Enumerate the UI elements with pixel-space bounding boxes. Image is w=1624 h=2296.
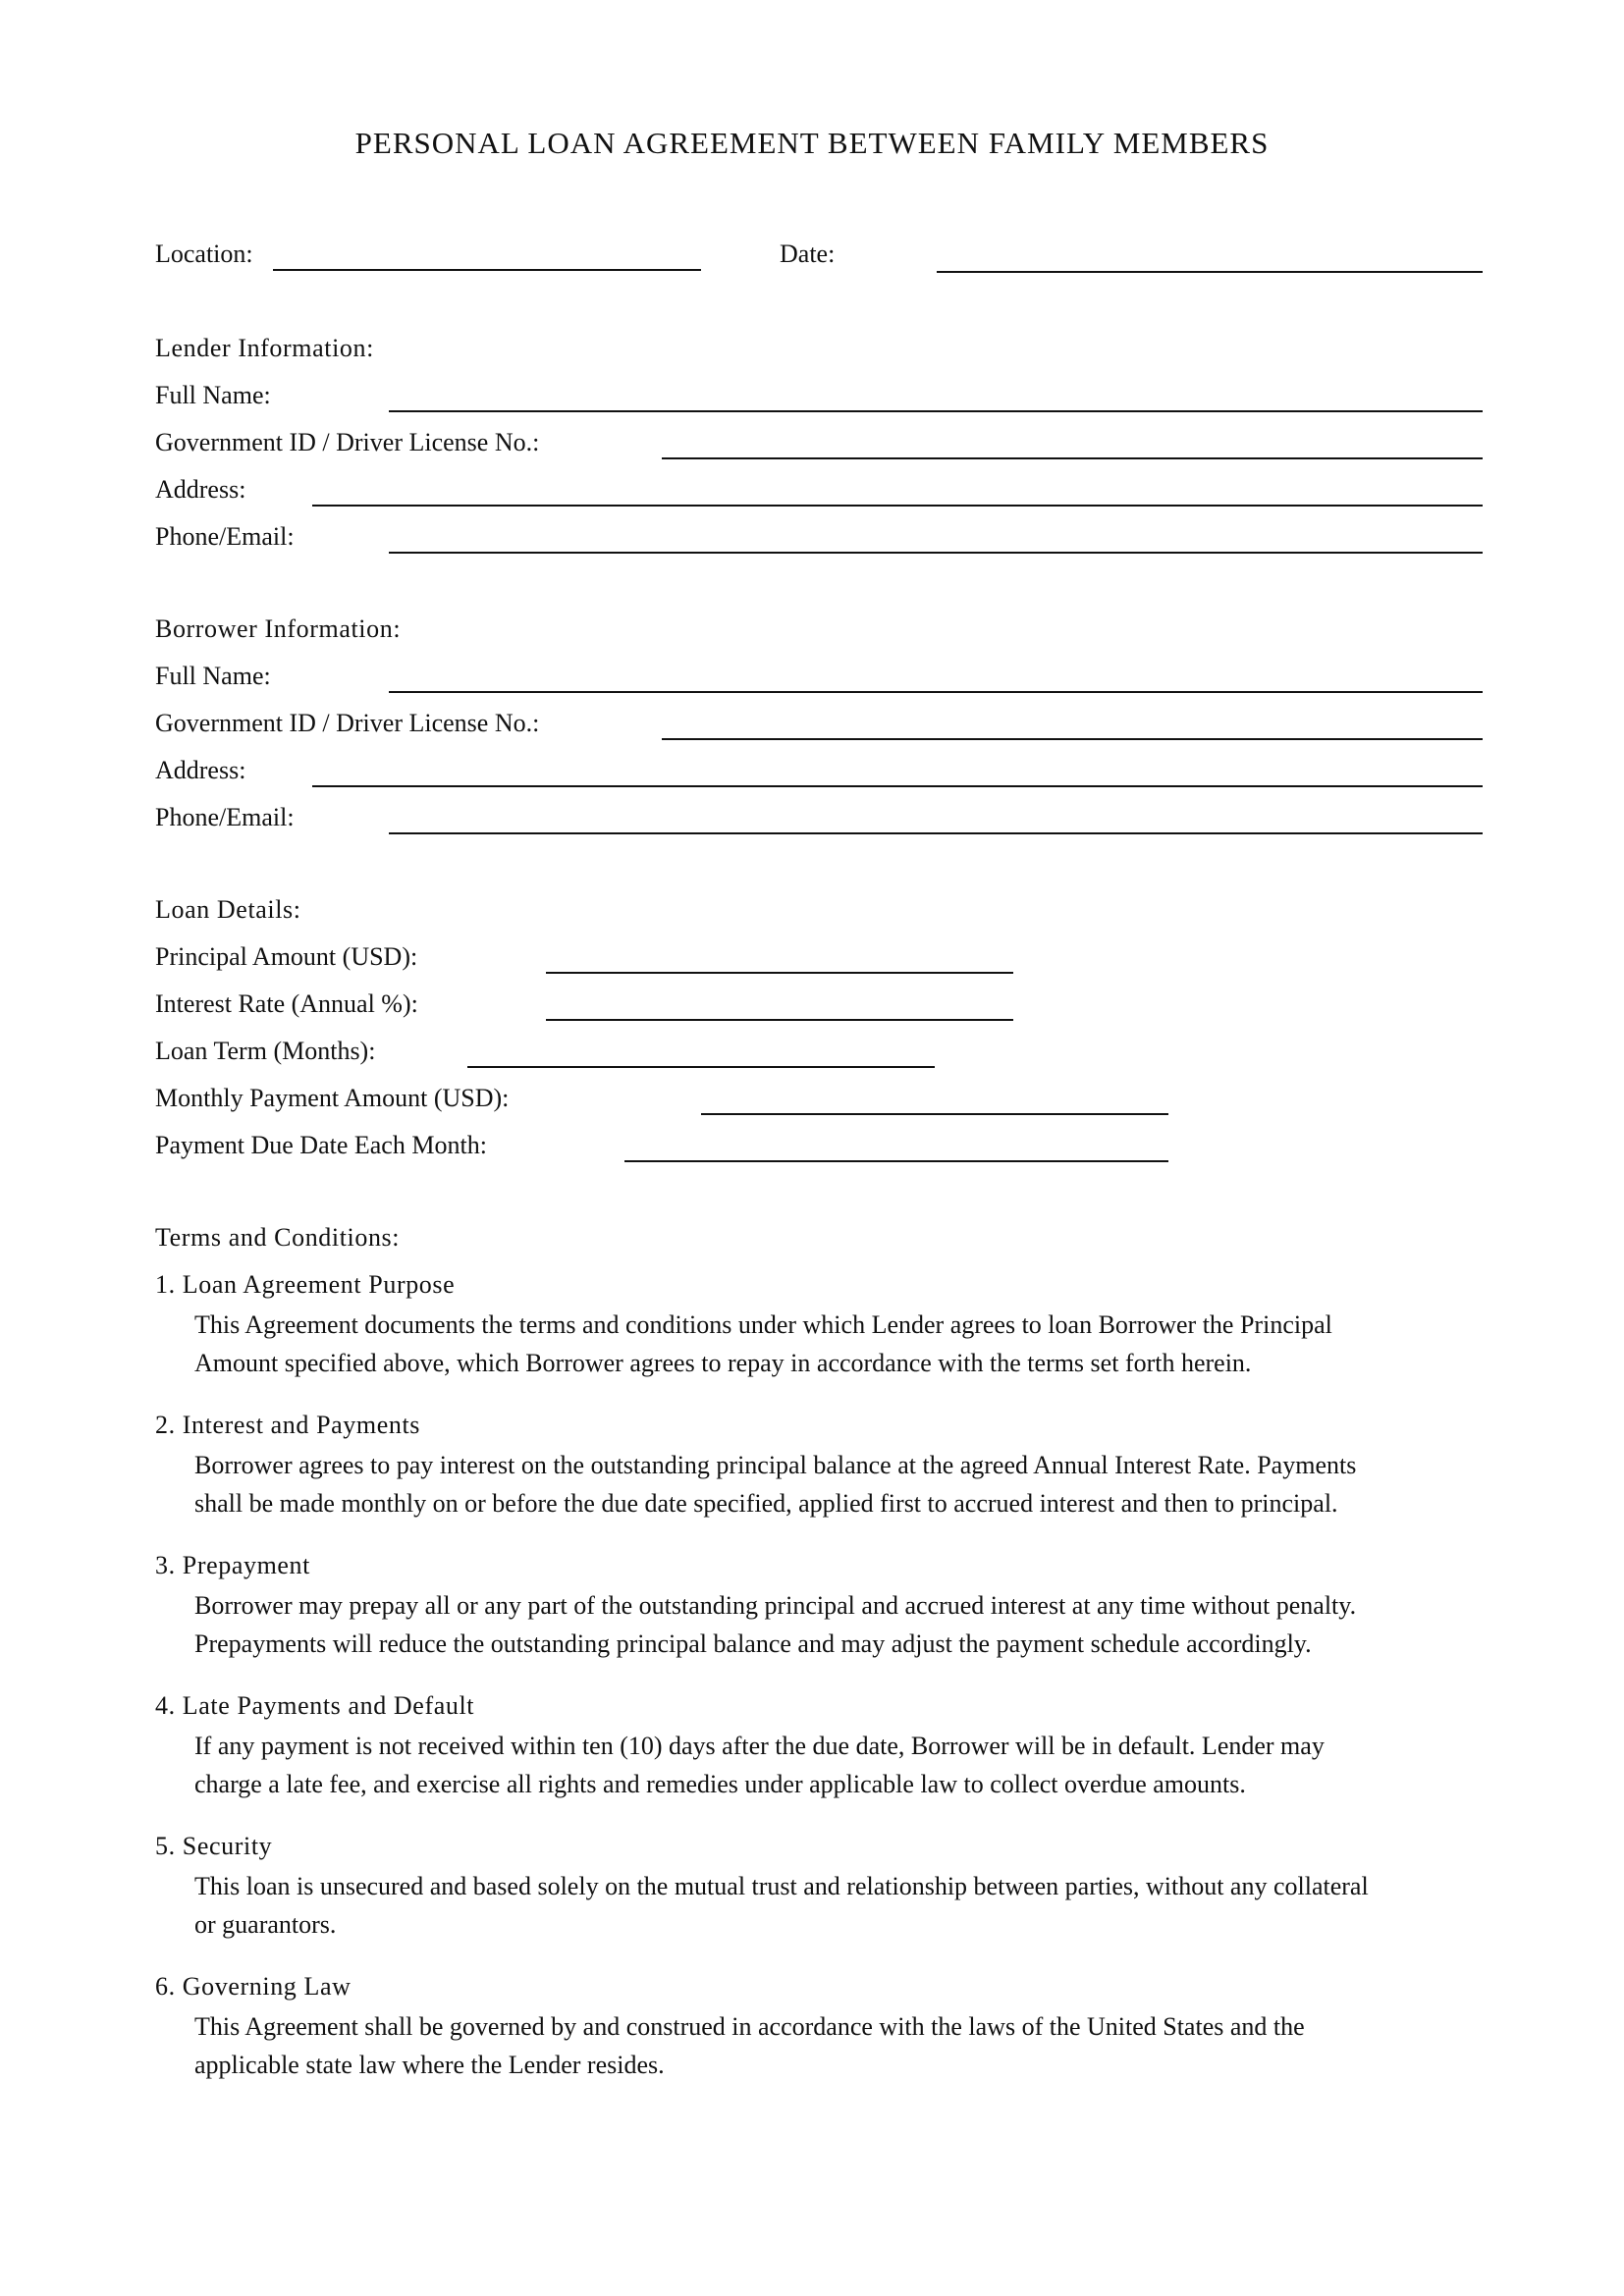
- clause-1-line-2: Amount specified above, which Borrower agrees to repay in accordance with the terms set forth herein.: [194, 1349, 1252, 1377]
- lender-phone-email-field[interactable]: [389, 552, 1483, 554]
- clause-6-title: 6. Governing Law: [155, 1972, 352, 2001]
- lender-full-name-field[interactable]: [389, 410, 1483, 412]
- clause-5-line-1: This loan is unsecured and based solely on the mutual trust and relationship between parties, without any collateral: [194, 1872, 1369, 1900]
- principal-amount-label: Principal Amount (USD):: [155, 942, 418, 971]
- clause-5-title: 5. Security: [155, 1832, 273, 1860]
- clause-1-body: [194, 1306, 1490, 1382]
- clause-6-line-1: This Agreement shall be governed by and construed in accordance with the laws of the United States and the: [194, 2012, 1305, 2041]
- monthly-payment-field[interactable]: [701, 1113, 1168, 1115]
- lender-full-name-label: Full Name:: [155, 381, 271, 409]
- clause-1-title: 1. Loan Agreement Purpose: [155, 1270, 456, 1299]
- document-title: PERSONAL LOAN AGREEMENT BETWEEN FAMILY MEMBERS: [354, 126, 1270, 160]
- borrower-address-field[interactable]: [312, 785, 1483, 787]
- interest-rate-label: Interest Rate (Annual %):: [155, 989, 418, 1018]
- clause-6-body: [194, 2007, 1490, 2084]
- lender-heading: Lender Information:: [155, 334, 374, 362]
- borrower-gov-id-field[interactable]: [662, 738, 1483, 740]
- clause-4-body: [194, 1727, 1490, 1803]
- clause-4-line-2: charge a late fee, and exercise all rights and remedies under applicable law to collect overdue amounts.: [194, 1770, 1246, 1798]
- clause-5-body: [194, 1867, 1490, 1944]
- loan-details-heading: Loan Details:: [155, 895, 301, 924]
- principal-amount-field[interactable]: [546, 972, 1013, 974]
- lender-phone-email-label: Phone/Email:: [155, 522, 295, 551]
- lender-address-field[interactable]: [312, 505, 1483, 507]
- lender-gov-id-field[interactable]: [662, 457, 1483, 459]
- monthly-payment-label: Monthly Payment Amount (USD):: [155, 1084, 510, 1112]
- location-label: Location:: [155, 240, 253, 268]
- clause-1-line-1: This Agreement documents the terms and conditions under which Lender agrees to loan Borrower the Principal: [194, 1310, 1332, 1339]
- terms-heading: Terms and Conditions:: [155, 1223, 401, 1252]
- clause-5-line-2: or guarantors.: [194, 1910, 337, 1939]
- clause-4-title: 4. Late Payments and Default: [155, 1691, 475, 1720]
- date-label: Date:: [780, 240, 836, 268]
- clause-2-body: [194, 1446, 1490, 1522]
- borrower-full-name-label: Full Name:: [155, 662, 271, 690]
- clause-3-line-1: Borrower may prepay all or any part of the outstanding principal and accrued interest at any time without penalty.: [194, 1591, 1357, 1620]
- borrower-gov-id-label: Government ID / Driver License No.:: [155, 709, 540, 737]
- clause-3-body: [194, 1586, 1490, 1663]
- lender-address-label: Address:: [155, 475, 246, 504]
- clause-6-line-2: applicable state law where the Lender resides.: [194, 2051, 665, 2079]
- clause-3-line-2: Prepayments will reduce the outstanding principal balance and may adjust the payment schedule accordingly.: [194, 1629, 1312, 1658]
- date-field[interactable]: [937, 271, 1483, 273]
- loan-term-field[interactable]: [467, 1066, 935, 1068]
- clause-2-title: 2. Interest and Payments: [155, 1411, 421, 1439]
- interest-rate-field[interactable]: [546, 1019, 1013, 1021]
- clause-2-line-1: Borrower agrees to pay interest on the outstanding principal balance at the agreed Annual Interest Rate. Payments: [194, 1451, 1357, 1479]
- borrower-address-label: Address:: [155, 756, 246, 784]
- payment-due-date-label: Payment Due Date Each Month:: [155, 1131, 487, 1159]
- borrower-heading: Borrower Information:: [155, 614, 402, 643]
- borrower-phone-email-field[interactable]: [389, 832, 1483, 834]
- clause-3-title: 3. Prepayment: [155, 1551, 310, 1579]
- loan-term-label: Loan Term (Months):: [155, 1037, 376, 1065]
- clause-2-line-2: shall be made monthly on or before the due date specified, applied first to accrued interest and then to principal.: [194, 1489, 1338, 1518]
- borrower-phone-email-label: Phone/Email:: [155, 803, 295, 831]
- borrower-full-name-field[interactable]: [389, 691, 1483, 693]
- payment-due-date-field[interactable]: [624, 1160, 1168, 1162]
- lender-gov-id-label: Government ID / Driver License No.:: [155, 428, 540, 456]
- clause-4-line-1: If any payment is not received within ten (10) days after the due date, Borrower will be in default. Lender may: [194, 1732, 1325, 1760]
- location-field[interactable]: [273, 269, 701, 271]
